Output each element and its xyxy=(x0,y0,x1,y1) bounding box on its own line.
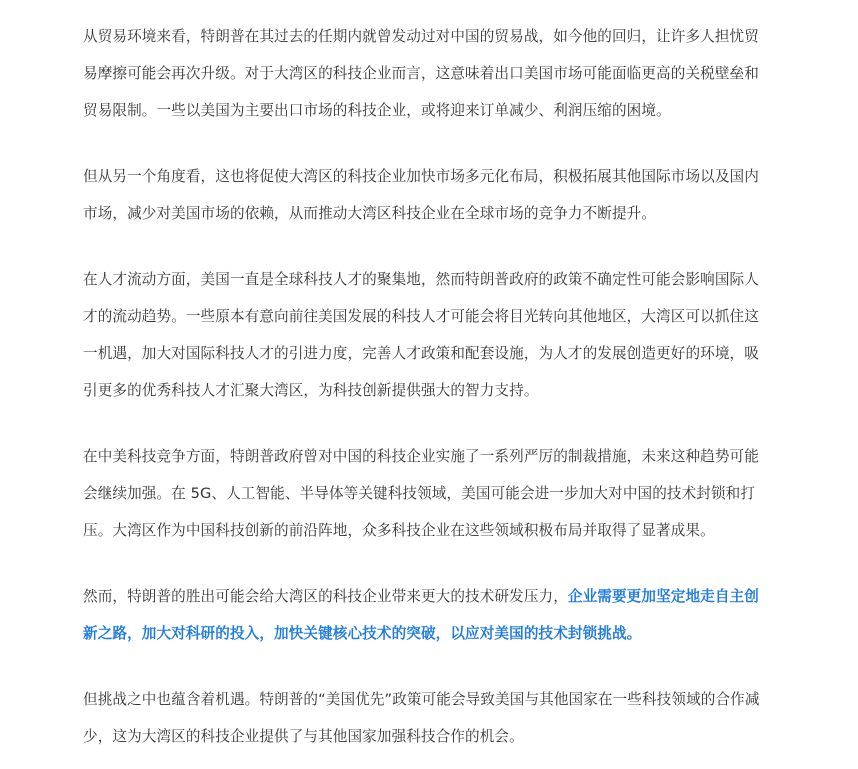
paragraph-market-diversification xyxy=(83,158,765,232)
paragraph-talent-flow xyxy=(83,261,765,409)
paragraph-opportunity xyxy=(83,681,765,755)
paragraph-text: 在人才流动方面，美国一直是全球科技人才的聚集地，然而特朗普政府的政策不确定性可能会影响国际人才的流动趋势。一些原本有意向前往美国发展的科技人才可能会将目光转向其他地区，大湾区可以抓住这一机遇，加大对国际科技人才的引进力度，完善人才政策和配套设施，为人才的发展创造更好的环境，吸引更多的优秀科技人才汇聚大湾区，为科技创新提供强大的智力支持。 xyxy=(83,271,759,399)
paragraph-text: 从贸易环境来看，特朗普在其过去的任期内就曾发动过对中国的贸易战，如今他的回归，让许多人担忧贸易摩擦可能会再次升级。对于大湾区的科技企业而言，这意味着出口美国市场可能面临更高的关税壁垒和贸易限制。一些以美国为主要出口市场的科技企业，或将迎来订单减少、利润压缩的困境。 xyxy=(83,28,759,119)
highlighted-text: 企业需要更加坚定地走自主创新之路，加大对科研的投入，加快关键核心技术的突破，以应对美国的技术封锁挑战。 xyxy=(83,588,759,642)
paragraph-tech-competition xyxy=(83,438,765,549)
paragraph-text: 但从另一个角度看，这也将促使大湾区的科技企业加快市场多元化布局，积极拓展其他国际市场以及国内市场，减少对美国市场的依赖，从而推动大湾区科技企业在全球市场的竞争力不断提升。 xyxy=(83,168,759,222)
paragraph-rd-pressure xyxy=(83,578,765,652)
paragraph-text: 但挑战之中也蕴含着机遇。特朗普的“美国优先”政策可能会导致美国与其他国家在一些科技领域的合作减少，这为大湾区的科技企业提供了与其他国家加强科技合作的机会。 xyxy=(83,691,760,745)
paragraph-trade-environment xyxy=(83,18,765,129)
paragraph-text: 在中美科技竞争方面，特朗普政府曾对中国的科技企业实施了一系列严厉的制裁措施，未来这种趋势可能会继续加强。在 5G、人工智能、半导体等关键科技领域，美国可能会进一步加大对中国的技术封锁和打压。大湾区作为中国科技创新的前沿阵地，众多科技企业在这些领域积极布局并取得了显著成果。 xyxy=(83,448,759,539)
paragraph-text: 然而，特朗普的胜出可能会给大湾区的科技企业带来更大的技术研发压力， xyxy=(83,588,568,605)
